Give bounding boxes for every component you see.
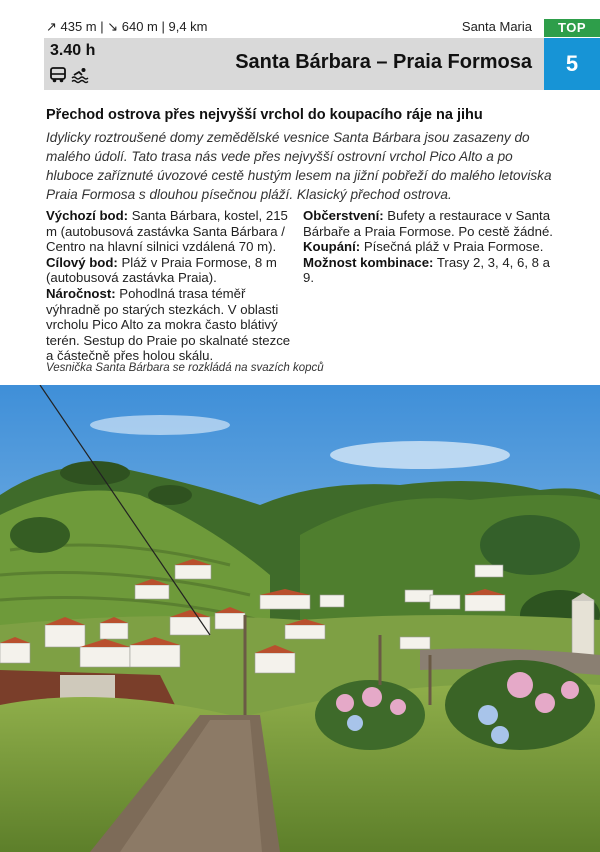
start-point (46, 208, 292, 255)
swimming-icon (71, 66, 89, 84)
difficulty-text: Pohodlná trasa téměř výhradně po starých stezkách. V oblasti vrcholu Pico Alto za mokra často blátivý terén. Sestup do Praie po skalnaté stezce a částečně přes holou skálu. (46, 285, 291, 364)
info-column-right (303, 208, 563, 286)
photo-caption: Vesnička Santa Bárbara se rozkládá na svazích kopců (46, 362, 324, 374)
route-stats: ↗ 435 m | ↘ 640 m | 9,4 km (46, 19, 208, 34)
route-subtitle: Přechod ostrova přes nejvyšší vrchol do koupacího ráje na jihu (46, 107, 483, 123)
refreshment (303, 208, 563, 239)
end-label: Cílový bod: (46, 254, 118, 270)
page-header (0, 0, 600, 38)
difficulty (46, 286, 292, 364)
village-photo (0, 385, 600, 852)
title-bar (44, 38, 544, 90)
refreshment-label: Občerstvení: (303, 208, 384, 223)
route-title: Santa Bárbara – Praia Formosa (235, 51, 532, 73)
start-text: Santa Bárbara, kostel, 215 m (autobusová zastávka Santa Bárbara / Centro na hlavní silnici vzdálená 70 m). (46, 208, 288, 255)
bus-icon (49, 66, 67, 84)
combination-label: Možnost kombinace: (303, 254, 434, 270)
start-label: Výchozí bod: (46, 208, 129, 223)
end-point (46, 255, 292, 286)
duration: 3.40 h (50, 42, 96, 59)
difficulty-label: Náročnost: (46, 285, 116, 301)
route-number-badge: 5 (544, 38, 600, 90)
end-text: Pláž v Praia Formose, 8 m (autobusová zastávka Praia). (46, 254, 277, 286)
route-intro: Idylicky roztroušené domy zemědělské vesnice Santa Bárbara jsou zasazeny do malého údolí. Tato trasa nás vede přes nejvyšší ostrovní vrchol Pico Alto a po hluboce zaříznuté úvozové cestě hustým lesem na jižní pobřeží do malého letoviska Praia Formosa s dlouhou písečnou pláží. Klasický přechod ostrova. (46, 130, 552, 202)
combination (303, 255, 563, 286)
info-column-left (46, 208, 292, 364)
swimming-label: Koupání: (303, 239, 361, 255)
region-name: Santa Maria (461, 19, 532, 34)
refreshment-text: Bufety a restaurace v Santa Bárbaře a Praia Formose. Po cestě žádné. (303, 208, 553, 239)
combination-text: Trasy 2, 3, 4, 6, 8 a 9. (303, 254, 550, 286)
swimming-text: Písečná pláž v Praia Formose. (363, 239, 544, 255)
route-icons (49, 66, 89, 84)
top-badge: TOP (544, 19, 600, 37)
swimming (303, 239, 563, 255)
